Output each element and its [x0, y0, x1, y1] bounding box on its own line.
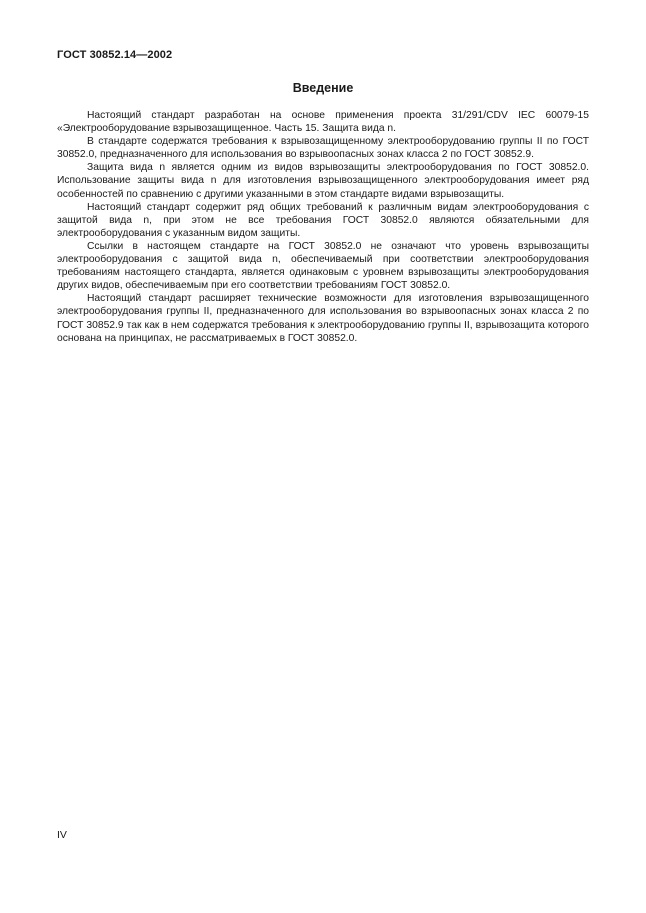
- paragraph: Ссылки в настоящем стандарте на ГОСТ 30852.0 не означают что уровень взрывозащиты электрооборудования с защитой вида n, обеспечиваемый при соответствии электрооборудования требованиям настоящего стандарта, является одинаковым с уровнем взрывозащиты электрооборудования других видов, обеспечиваемым при его соответствии требованиям ГОСТ 30852.0.: [57, 240, 589, 292]
- paragraph: Настоящий стандарт содержит ряд общих требований к различным видам электрооборудования с защитой вида n, при этом не все требования ГОСТ 30852.0 являются обязательными для электрооборудования с указанным видом защиты.: [57, 201, 589, 239]
- paragraph: Настоящий стандарт расширяет технические возможности для изготовления взрывозащищенного электрооборудования группы II, предназначенного для использования во взрывоопасных зонах класса 2 по ГОСТ 30852.9 так как в нем содержатся требования к электрооборудованию группы II, взрывозащита которого основана на принципах, не рассматриваемых в ГОСТ 30852.0.: [57, 293, 589, 344]
- paragraph: В стандарте содержатся требования к взрывозащищенному электрооборудованию группы II по ГОСТ 30852.0, предназначенного для использования во взрывоопасных зонах класса 2 по ГОСТ 30852.9.: [57, 136, 589, 161]
- paragraph: Защита вида n является одним из видов взрывозащиты электрооборудования по ГОСТ 30852.0. Использование защиты вида n для изготовления взрывозащищенного электрооборудования имеет ряд особенностей по сравнению с другими указанными в этом стандарте видами взрывозащиты.: [57, 162, 589, 200]
- page-number: IV: [57, 829, 67, 841]
- document-code-header: ГОСТ 30852.14—2002: [57, 49, 173, 61]
- section-title: Введение: [292, 81, 354, 95]
- document-body: [57, 109, 589, 345]
- paragraph: Настоящий стандарт разработан на основе применения проекта 31/291/CDV IEC 60079-15 «Электрооборудование взрывозащищенное. Часть 15. Защита вида n.: [57, 110, 589, 135]
